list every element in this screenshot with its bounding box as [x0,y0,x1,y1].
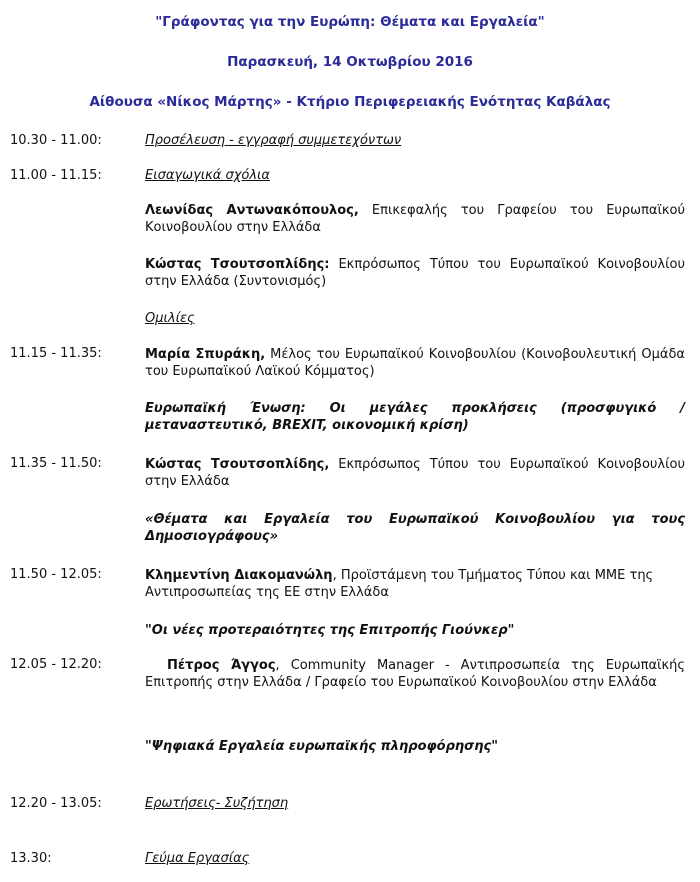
session-time: 12.20 - 13.05: [10,796,102,811]
talks-label: Ομιλίες [145,311,195,326]
speaker-name: Κλημεντίνη Διακομανώλη [145,568,333,583]
speaker-entry [145,202,685,236]
talk-topic: «Θέματα και Εργαλεία του Ευρωπαϊκού Κοινοβουλίου για τους Δημοσιογράφους» [145,512,685,544]
session-title: Προσέλευση - εγγραφή συμμετεχόντων [145,133,402,148]
speaker-role: Εκπρόσωπος Τύπου του Ευρωπαϊκού Κοινοβουλίου στην Ελλάδα [145,457,685,489]
speaker-entry [145,346,685,380]
event-venue: Αίθουσα «Νίκος Μάρτης» - Κτήριο Περιφερειακής Ενότητας Καβάλας [89,94,611,110]
speaker-role: , Community Manager - Αντιπροσωπεία της Ευρωπαϊκής Επιτροπής στην Ελλάδα / Γραφείο του Ευρωπαϊκού Κοινοβουλίου στην Ελλάδα [145,658,685,690]
speaker-role: , Προϊστάμενη του Τμήματος Τύπου και ΜΜΕ της Αντιπροσωπείας της ΕΕ στην Ελλάδα [145,568,654,600]
speaker-role: Επικεφαλής του Γραφείου του Ευρωπαϊκού Κοινοβουλίου στην Ελλάδα [145,203,686,235]
speaker-name: Μαρία Σπυράκη, [145,347,266,362]
session-title: Ερωτήσεις- Συζήτηση [145,796,289,811]
session-time: 11.15 - 11.35: [10,346,102,361]
speaker-name: Κώστας Τσουτσοπλίδης, [145,457,330,472]
talk-topic: "Οι νέες προτεραιότητες της Επιτροπής Γιούνκερ" [145,623,515,638]
speaker-entry [145,567,655,601]
session-time: 11.50 - 12.05: [10,567,102,582]
session-title: Εισαγωγικά σχόλια [145,168,271,183]
speaker-entry [145,256,685,290]
speaker-name: Λεωνίδας Αντωνακόπουλος, [145,203,359,218]
event-date: Παρασκευή, 14 Οκτωβρίου 2016 [227,54,473,70]
talk-topic: "Ψηφιακά Εργαλεία ευρωπαϊκής πληροφόρησης" [145,739,499,754]
session-time: 11.00 - 11.15: [10,168,102,183]
speaker-name: Πέτρος Άγγος [167,658,276,673]
session-title: Γεύμα Εργασίας [145,851,250,866]
session-time: 11.35 - 11.50: [10,456,102,471]
talk-topic: Ευρωπαϊκή Ένωση: Οι μεγάλες προκλήσεις (προσφυγικό /μεταναστευτικό, BREXIT, οικονομική κρίση) [145,401,685,433]
speaker-name: Κώστας Τσουτσοπλίδης: [145,257,330,272]
session-time: 12.05 - 12.20: [10,657,102,672]
speaker-role: Μέλος του Ευρωπαϊκού Κοινοβουλίου (Κοινοβουλευτική Ομάδα του Ευρωπαϊκού Λαϊκού Κόμματος) [145,347,685,379]
session-time: 10.30 - 11.00: [10,133,102,148]
speaker-role: Εκπρόσωπος Τύπου του Ευρωπαϊκού Κοινοβουλίου στην Ελλάδα (Συντονισμός) [145,257,685,289]
speaker-entry [145,657,685,691]
speaker-entry [145,456,685,490]
event-title: "Γράφοντας για την Ευρώπη: Θέματα και Εργαλεία" [155,14,545,30]
session-time: 13.30: [10,851,52,866]
